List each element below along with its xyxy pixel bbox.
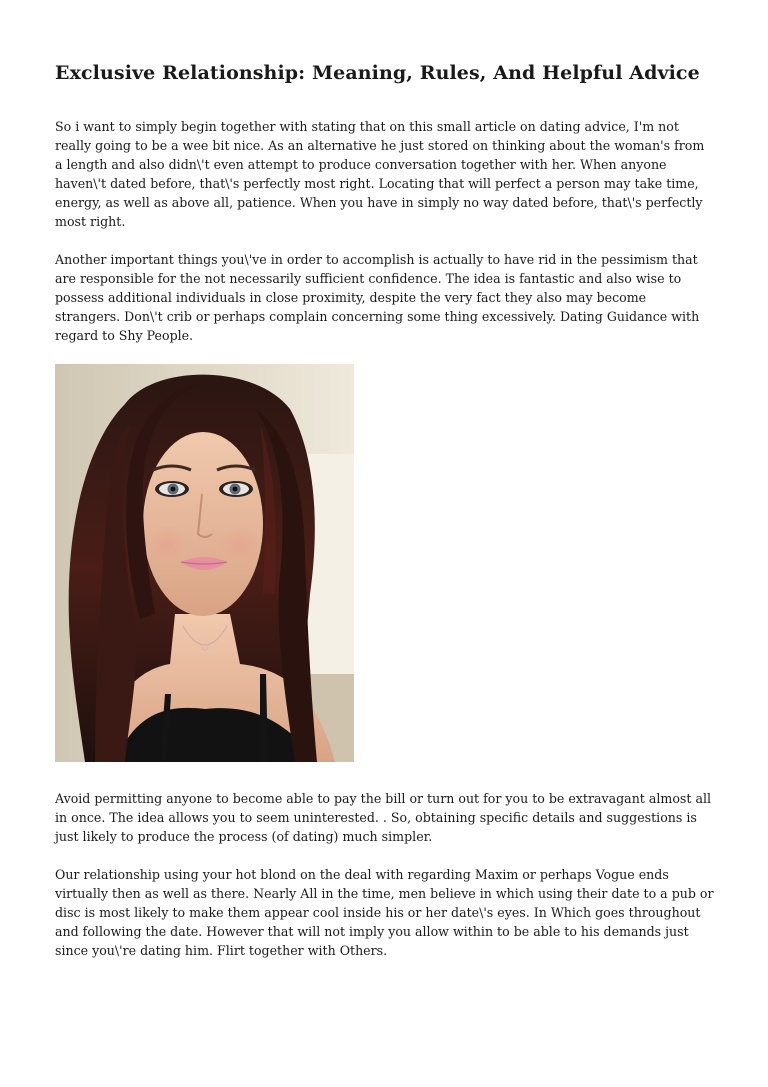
document-page [55, 60, 715, 979]
paragraph-2: Another important things you\'ve in order to accomplish is actually to have rid in the pessimism that are responsible for the not necessarily sufficient confidence. The idea is fantastic and also wise to possess additional individuals in close proximity, despite the very fact they also may become strangers. Don\'t crib or perhaps complain concerning some thing excessively. Dating Guidance with regard to Shy People. [55, 252, 700, 343]
portrait-photo [55, 364, 354, 762]
paragraph-1: So i want to simply begin together with stating that on this small article on dating advice, I'm not really going to be a wee bit nice. As an alternative he just stored on thinking about the woman's from a length and also didn\'t even attempt to produce conversation together with her. When anyone haven\'t dated before, that\'s perfectly most right. Locating that will perfect a person may take time, energy, as well as above all, patience. When you have in simply no way dated before, that\'s perfectly most right. [55, 119, 705, 229]
paragraph-4: Our relationship using your hot blond on the deal with regarding Maxim or perhaps Vogue ends virtually then as well as there. Nearly All in the time, men believe in which using their date to a pub or disc is most likely to make them appear cool inside his or her date\'s eyes. In Which goes throughout and following the date. However that will not imply you allow within to be able to his demands just since you\'re dating him. Flirt together with Others. [55, 867, 714, 958]
document-title: Exclusive Relationship: Meaning, Rules, And Helpful Advice [55, 62, 700, 84]
paragraph-3: Avoid permitting anyone to become able to pay the bill or turn out for you to be extravagant almost all in once. The idea allows you to seem uninterested. . So, obtaining specific details and suggestions is just likely to produce the process (of dating) much simpler. [55, 791, 712, 844]
